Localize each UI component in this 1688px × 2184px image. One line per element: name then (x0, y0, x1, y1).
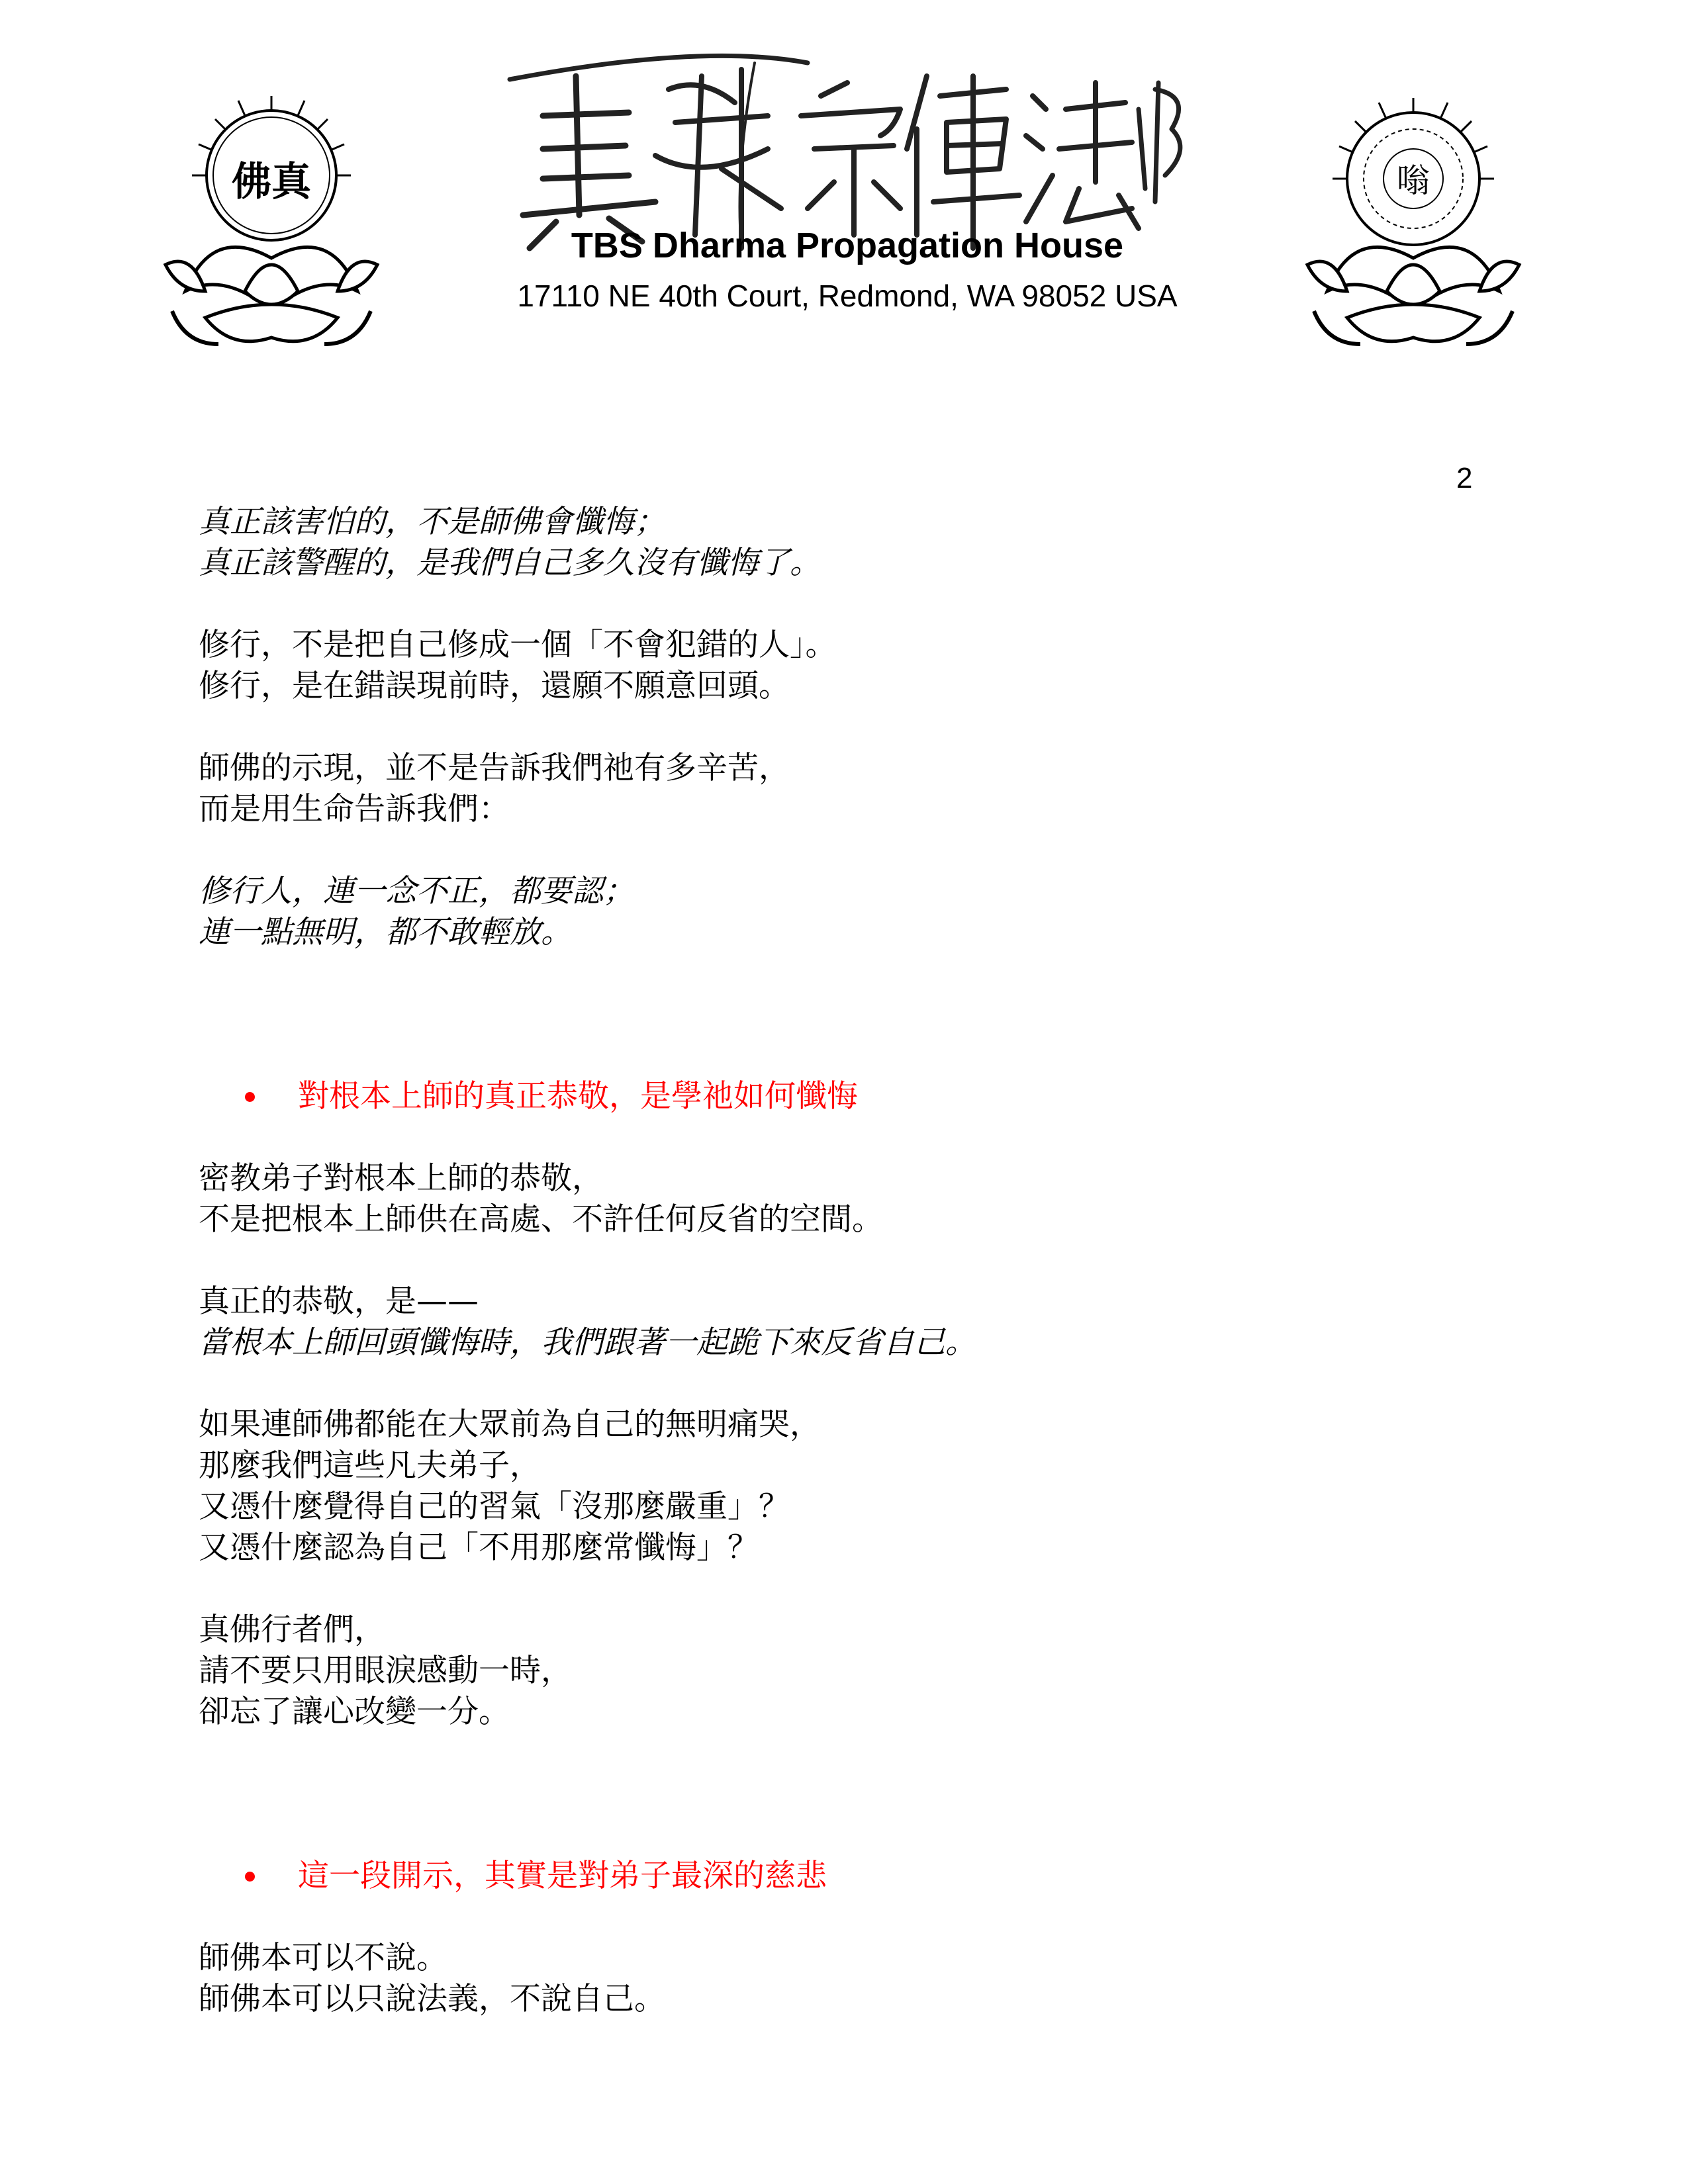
paragraph-8-line-2: 請不要只用眼淚感動一時， (199, 1653, 572, 1689)
svg-text:嗡: 嗡 (1397, 161, 1430, 200)
paragraph-8-line-1: 真佛行者們， (199, 1612, 385, 1648)
right-lotus-seal-logo (1294, 96, 1532, 357)
document-body (199, 502, 1523, 2020)
bullet-icon (245, 1092, 255, 1102)
paragraph-1-line-2: 真正該警醒的，是我們自己多久沒有懺悔了。 (199, 545, 821, 581)
paragraph-6-line-2: 當根本上師回頭懺悔時，我們跟著一起跪下來反省自己。 (199, 1324, 976, 1361)
section-heading-2 (199, 1856, 1523, 1897)
section-heading-1-text: 對根本上師的真正恭敬，是學祂如何懺悔 (298, 1078, 858, 1115)
paragraph-7-line-1: 如果連師佛都能在大眾前為自己的無明痛哭， (199, 1406, 821, 1443)
paragraph-2-line-1: 修行，不是把自己修成一個「不會犯錯的人」。 (199, 627, 837, 663)
organization-name: TBS Dharma Propagation House (571, 226, 1124, 265)
paragraph-4-line-1: 修行人，連一念不正，都要認； (199, 873, 634, 909)
section-heading-1 (199, 1076, 1523, 1117)
paragraph-9-line-2: 師佛本可以只說法義，不說自己。 (199, 1981, 665, 2017)
paragraph-7-line-2: 那麼我們這些凡夫弟子， (199, 1447, 541, 1484)
paragraph-7-line-3: 又憑什麼覺得自己的習氣「沒那麼嚴重」？ (199, 1488, 790, 1525)
paragraph-8-line-3: 卻忘了讓心改變一分。 (199, 1694, 510, 1730)
paragraph-5-line-1: 密教弟子對根本上師的恭敬， (199, 1160, 603, 1197)
paragraph-2-line-2: 修行，是在錯誤現前時，還願不願意回頭。 (199, 668, 790, 704)
paragraph-3-line-2: 而是用生命告訴我們： (199, 791, 510, 827)
section-heading-2-text: 這一段開示，其實是對弟子最深的慈悲 (298, 1858, 827, 1894)
organization-address: 17110 NE 40th Court, Redmond, WA 98052 USA (517, 279, 1178, 313)
paragraph-6-line-1: 真正的恭敬，是—— (199, 1283, 479, 1320)
svg-text:佛真: 佛真 (232, 159, 311, 205)
paragraph-5-line-2: 不是把根本上師供在高處、不許任何反省的空間。 (199, 1201, 883, 1238)
paragraph-9-line-1: 師佛本可以不說。 (199, 1940, 447, 1976)
calligraphy-title (503, 36, 1192, 255)
paragraph-4-line-2: 連一點無明，都不敢輕放。 (199, 914, 572, 950)
left-lotus-seal-logo (152, 93, 391, 357)
paragraph-7-line-4: 又憑什麼認為自己「不用那麼常懺悔」？ (199, 1529, 759, 1566)
paragraph-1-line-1: 真正該害怕的，不是師佛會懺悔； (199, 504, 665, 540)
bullet-icon (245, 1872, 255, 1882)
page-number: 2 (1456, 462, 1473, 494)
paragraph-3-line-1: 師佛的示現，並不是告訴我們祂有多辛苦， (199, 750, 790, 786)
